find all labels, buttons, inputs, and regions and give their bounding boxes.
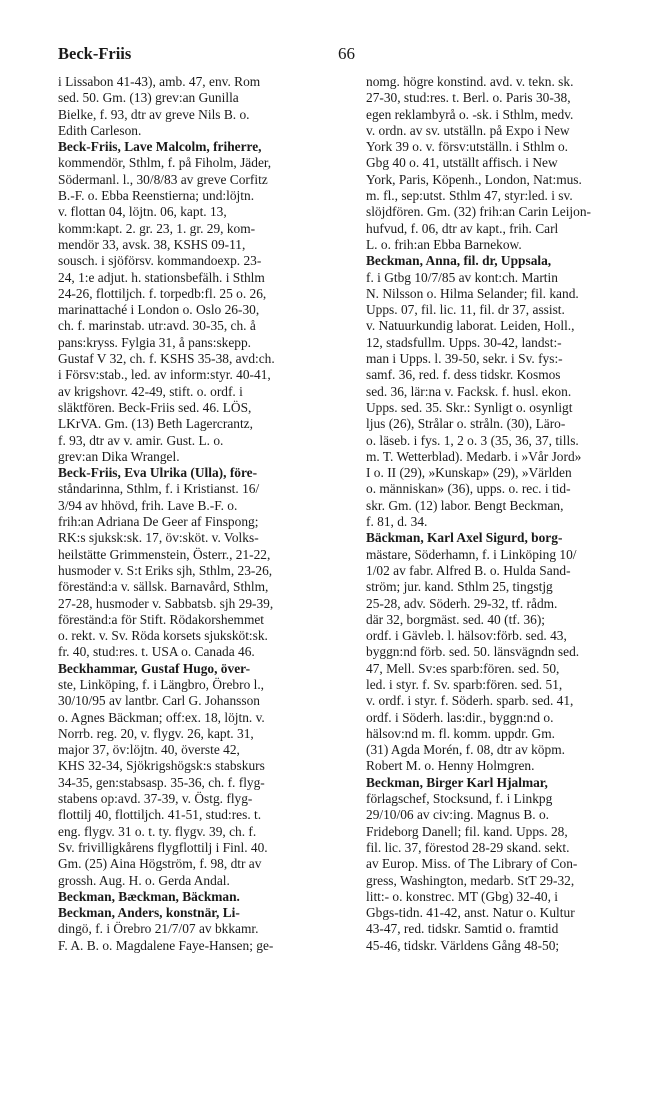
text-line: o. läseb. i fys. 1, 2 o. 3 (35, 36, 37, tills.: [366, 432, 579, 448]
text-line: marinattaché i London o. Oslo 26-30,: [58, 302, 260, 318]
text-line: grev:an Dika Wrangel.: [58, 448, 180, 464]
text-line: sousch. i sjöförsv. kommandoexp. 23-: [58, 253, 262, 269]
text-line: ståndarinna, Sthlm, f. i Kristianst. 16/: [58, 481, 260, 497]
text-line: frih:an Adriana De Geer af Finspong;: [58, 514, 259, 530]
text-line: Edith Carleson.: [58, 122, 142, 138]
text-line: slöjdfören. Gm. (32) frih:an Carin Leijon-: [366, 204, 591, 220]
text-line: ch. f. marinstab. utr:avd. 30-35, ch. å: [58, 318, 256, 334]
text-line: RK:s sjuksk:sk. 17, öv:sköt. v. Volks-: [58, 530, 259, 546]
right-column: [366, 74, 634, 954]
text-line: Beck-Friis, Lave Malcolm, friherre,: [58, 139, 262, 155]
text-line: grossh. Aug. H. o. Gerda Andal.: [58, 872, 230, 888]
text-line: litt:- o. konstrec. MT (Gbg) 32-40, i: [366, 888, 559, 904]
text-line: 47, Mell. Sv:es sparb:fören. sed. 50,: [366, 660, 560, 676]
text-line: Robert M. o. Henny Holmgren.: [366, 758, 535, 774]
text-line: v. Natuurkundig laborat. Leiden, Holl.,: [366, 318, 575, 334]
text-line: 25-28, adv. Söderh. 29-32, tf. rådm.: [366, 595, 558, 611]
text-line: major 37, öv:löjtn. 40, överste 42,: [58, 742, 240, 758]
text-line: fr. 40, stud:res. t. USA o. Canada 46.: [58, 644, 255, 660]
text-line: N. Nilsson o. Hilma Selander; fil. kand.: [366, 285, 579, 301]
text-line: Upps. sed. 35. Skr.: Synligt o. osynligt: [366, 399, 573, 415]
text-line: Beckman, Birger Karl Hjalmar,: [366, 774, 548, 790]
text-line: m. T. Wetterblad). Medarb. i »Vår Jord»: [366, 448, 582, 464]
text-line: gress, Washington, medarb. StT 29-32,: [366, 872, 575, 888]
text-line: ljus (26), Strålar o. stråln. (30), Läro-: [366, 416, 566, 432]
text-line: o. människan» (36), upps. o. rec. i tid-: [366, 481, 571, 497]
text-line: v. flottan 04, löjtn. 06, kapt. 13,: [58, 204, 227, 220]
text-line: f. 81, d. 34.: [366, 514, 428, 530]
text-line: mästare, Söderhamn, f. i Linköping 10/: [366, 546, 577, 562]
text-line: Gbg 40 o. 41, utställt affisch. i New: [366, 155, 558, 171]
text-line: släktfören. Beck-Friis sed. 46. LÖS,: [58, 399, 252, 415]
text-line: 45-46, tidskr. Världens Gång 48-50;: [366, 937, 560, 953]
text-line: flottilj 40, flottiljch. 41-51, stud:res. t.: [58, 807, 262, 823]
text-line: ste, Linköping, f. i Längbro, Örebro l.,: [58, 676, 265, 692]
text-line: ordf. i Söderh. las:dir., byggn:nd o.: [366, 709, 554, 725]
text-line: 24, 1:e adjut. h. stationsbefälh. i Sthlm: [58, 269, 265, 285]
text-line: Gm. (25) Aina Högström, f. 98, dtr av: [58, 856, 262, 872]
text-line: hufvud, f. 06, dtr av kapt., frih. Carl: [366, 220, 559, 236]
text-line: byggn:nd förb. sed. 50. länsvägndn sed.: [366, 644, 580, 660]
text-line: egen reklambyrå o. -sk. i Sthlm, medv.: [366, 106, 574, 122]
text-line: Bäckman, Karl Axel Sigurd, borg-: [366, 530, 563, 546]
text-line: led. i styr. f. Sv. sparb:fören. sed. 51,: [366, 676, 563, 692]
text-line: ström; jur. kand. Sthlm 25, tingstjg: [366, 579, 553, 595]
text-line: o. Agnes Bäckman; off:ex. 18, löjtn. v.: [58, 709, 265, 725]
text-line: 27-28, husmoder v. Sabbatsb. sjh 29-39,: [58, 595, 274, 611]
text-line: dingö, f. i Örebro 21/7/07 av bkkamr.: [58, 921, 259, 937]
text-line: f. 93, dtr av v. amir. Gust. L. o.: [58, 432, 224, 448]
text-line: nomg. högre konstind. avd. v. tekn. sk.: [366, 74, 574, 89]
text-line: pans:kryss. Fylgia 31, å pans:skepp.: [58, 334, 252, 350]
text-line: 29/10/06 av civ:ing. Magnus B. o.: [366, 807, 549, 823]
text-line: LKrVA. Gm. (13) Beth Lagercrantz,: [58, 416, 253, 432]
text-line: i Försv:stab., led. av inform:styr. 40-41,: [58, 367, 271, 383]
text-line: Beckman, Anna, fil. dr, Uppsala,: [366, 253, 552, 269]
text-line: i Lissabon 41-43), amb. 47, env. Rom: [58, 74, 261, 89]
text-line: mendör 33, avsk. 38, KSHS 09-11,: [58, 236, 246, 252]
text-line: York 39 o. v. försv:utställn. i Sthlm o.: [366, 139, 568, 155]
text-line: kommendör, Sthlm, f. på Fiholm, Jäder,: [58, 155, 272, 171]
text-line: komm:kapt. 2. gr. 23, 1. gr. 29, kom-: [58, 220, 256, 236]
text-line: I o. II (29), »Kunskap» (29), »Världen: [366, 465, 572, 481]
text-line: L. o. frih:an Ebba Barnekow.: [366, 236, 522, 252]
text-line: ordf. i Gävleb. l. hälsov:förb. sed. 43,: [366, 628, 567, 644]
text-line: Frideborg Danell; fil. kand. Upps. 28,: [366, 823, 568, 839]
text-line: f. i Gtbg 10/7/85 av kont:ch. Martin: [366, 269, 558, 285]
text-line: 43-47, red. tidskr. Samtid o. framtid: [366, 921, 559, 937]
text-line: KHS 32-34, Sjökrigshögsk:s stabskurs: [58, 758, 265, 774]
text-line: B.-F. o. Ebba Reenstierna; und:löjtn.: [58, 188, 255, 204]
text-line: stabens op:avd. 37-39, v. Östg. flyg-: [58, 791, 253, 807]
text-line: fil. lic. 37, förestod 28-29 skand. sekt.: [366, 839, 570, 855]
text-line: där 32, borgmäst. sed. 40 (tf. 36);: [366, 611, 546, 627]
text-line: samf. 36, red. f. dess tidskr. Kosmos: [366, 367, 561, 383]
text-line: Norrb. reg. 20, v. flygv. 26, kapt. 31,: [58, 725, 254, 741]
text-line: 34-35, gen:stabsasp. 35-36, ch. f. flyg-: [58, 774, 265, 790]
text-line: man i Upps. l. 39-50, sekr. i Sv. fys:-: [366, 351, 563, 367]
text-line: Gbgs-tidn. 41-42, anst. Natur o. Kultur: [366, 905, 575, 921]
text-line: Beck-Friis, Eva Ulrika (Ulla), före-: [58, 465, 258, 481]
text-line: (31) Agda Morén, f. 08, dtr av köpm.: [366, 742, 565, 758]
text-line: 3/94 av hhövd, frih. Lave B.-F. o.: [58, 497, 238, 513]
running-title: Beck-Friis: [58, 44, 132, 63]
text-line: heilstätte Grimmenstein, Österr., 21-22,: [58, 546, 271, 562]
text-line: Sv. frivilligkårens flygflottilj i Finl. 40.: [58, 839, 268, 855]
text-line: Bielke, f. 93, dtr av greve Nils B. o.: [58, 106, 250, 122]
left-column: [58, 74, 326, 954]
text-line: 24-26, flottiljch. f. torpedb:fl. 25 o. 26,: [58, 285, 267, 301]
text-line: husmoder v. S:t Eriks sjh, Sthlm, 23-26,: [58, 562, 273, 578]
text-line: Beckman, Anders, konstnär, Li-: [58, 905, 240, 921]
text-line: v. ordn. av sv. utställn. på Expo i New: [366, 122, 570, 138]
text-line: förlagschef, Stocksund, f. i Linkpg: [366, 791, 553, 807]
text-line: York, Paris, Köpenh., London, Nat:mus.: [366, 171, 582, 187]
text-line: 27-30, stud:res. t. Berl. o. Paris 30-38,: [366, 90, 571, 106]
text-line: av Europ. Miss. of The Library of Con-: [366, 856, 578, 872]
text-line: Beckman, Bæckman, Bäckman.: [58, 888, 240, 904]
text-line: skr. Gm. (12) labor. Bengt Beckman,: [366, 497, 564, 513]
text-line: Södermanl. l., 30/8/83 av greve Corfitz: [58, 171, 268, 187]
text-line: 30/10/95 av lantbr. Carl G. Johansson: [58, 693, 260, 709]
text-line: F. A. B. o. Magdalene Faye-Hansen; ge-: [58, 937, 274, 953]
text-line: 1/02 av fabr. Alfred B. o. Hulda Sand-: [366, 562, 571, 578]
text-line: sed. 36, lär:na v. Facksk. f. husl. ekon.: [366, 383, 572, 399]
text-line: hälsov:nd m. fl. komm. uppdr. Gm.: [366, 725, 555, 741]
text-line: Beckhammar, Gustaf Hugo, över-: [58, 660, 251, 676]
text-line: föreständ:a för Stift. Rödakorshemmet: [58, 611, 265, 627]
text-line: 12, stadsfullm. Upps. 30-42, landst:-: [366, 334, 562, 350]
page-number: 66: [338, 44, 355, 63]
text-line: föreständ:a v. sällsk. Barnavård, Sthlm,: [58, 579, 269, 595]
text-line: v. ordf. i styr. f. Söderh. sparb. sed. 41,: [366, 693, 574, 709]
text-line: eng. flygv. 31 o. t. ty. flygv. 39, ch. f.: [58, 823, 257, 839]
text-line: Upps. 07, fil. lic. 11, fil. dr 37, assist.: [366, 302, 565, 318]
text-line: sed. 50. Gm. (13) grev:an Gunilla: [58, 90, 239, 106]
text-line: o. rekt. v. Sv. Röda korsets sjuksköt:sk.: [58, 628, 268, 644]
text-line: Gustaf V 32, ch. f. KSHS 35-38, avd:ch.: [58, 351, 275, 367]
text-line: m. fl., sep:utst. Sthlm 47, styr:led. i sv.: [366, 188, 573, 204]
text-line: av krigshovr. 42-49, stift. o. ordf. i: [58, 383, 243, 399]
